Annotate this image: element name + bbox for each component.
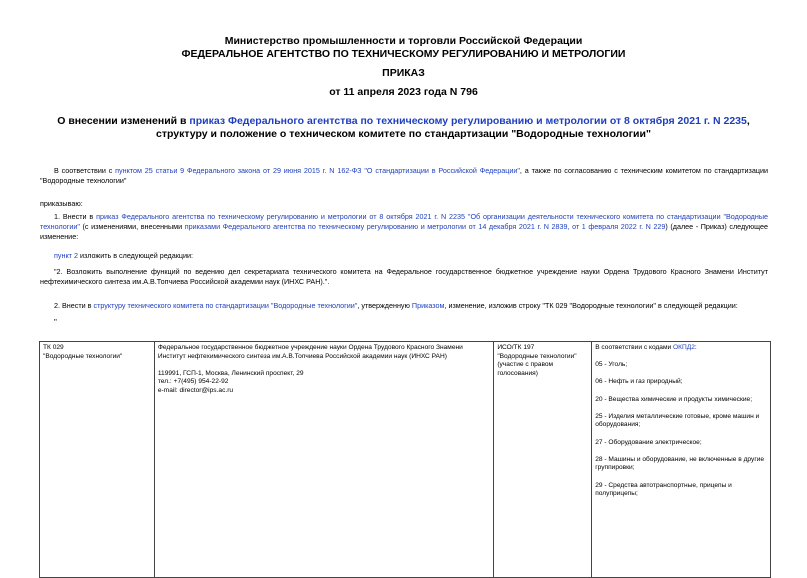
iso-participation: (участие с правом голосования): [497, 361, 554, 377]
paragraph-secretariat: "2. Возложить выполнение функций по ведению дел секретариата технического комитета на Федеральное государственное бюджетное учреждение науки Ордена Трудового Красного Знамени Институт нефтехимического синтеза им.А.В.Топчиева Российской академии наук (ИНХС РАН).".: [40, 267, 768, 286]
text: ) (далее - Приказ) следующее изменение:: [40, 222, 768, 241]
secretariat-phone: тел.: +7(495) 954-22-92: [157, 378, 229, 386]
list-item: 28 - Машины и оборудование, не включенные в другие группировки;: [595, 455, 765, 472]
paragraph-item-2: [54, 301, 768, 311]
ministry-name: Министерство промышленности и торговли Российской Федерации: [224, 35, 583, 47]
committee-structure-link[interactable]: структуру технического комитета по стандартизации "Водородные технологии": [93, 301, 358, 310]
list-item: 05 - Уголь;: [595, 361, 628, 369]
list-item: 27 - Оборудование электрическое;: [595, 438, 702, 446]
paragraph-order: приказываю:: [40, 199, 83, 208]
text: 2. Внести в: [54, 301, 94, 310]
federal-law-link[interactable]: пунктом 25 статьи 9 Федерального закона от 29 июня 2015 г. N 162-ФЗ "О стандартизации в Российской Федерации": [115, 166, 520, 175]
list-item: 06 - Нефть и газ природный;: [595, 378, 683, 386]
okpd2-link[interactable]: ОКПД2: [673, 344, 695, 351]
text: , утвержденную: [357, 301, 412, 310]
text: 1. Внести в: [54, 212, 97, 221]
list-item: 20 - Вещества химические и продукты химические;: [595, 395, 753, 403]
document-type: ПРИКАЗ: [382, 67, 425, 79]
committee-code: ТК 029: [43, 344, 64, 351]
paragraph-point-2: [54, 251, 768, 261]
list-item: 29 - Средства автотранспортные, прицепы и полуприцепы;: [595, 481, 732, 498]
text: (с изменениями, внесенными: [79, 222, 185, 231]
title-suffix: , структуру и положение о техническом комитете по стандартизации "Водородные технологии": [156, 115, 750, 140]
list-item: 25 - Изделия металлические готовые, кроме машин и оборудования;: [595, 412, 760, 429]
text: :: [694, 344, 697, 351]
committee-code-cell: [40, 342, 155, 578]
committee-name: "Водородные технологии": [43, 352, 123, 360]
secretariat-email: e-mail: director@ips.ac.ru: [157, 386, 234, 394]
document-date-number: от 11 апреля 2023 года N 796: [329, 86, 478, 98]
okpd-intro: [595, 344, 767, 353]
iso-committee-cell: [494, 342, 592, 578]
title-order-link[interactable]: приказ Федерального агентства по техническому регулированию и метрологии от 8 октября 2021 г. N 2235: [189, 115, 747, 127]
table-row: [40, 342, 771, 578]
iso-committee-name: "Водородные технологии": [497, 352, 577, 360]
order-2235-link[interactable]: приказ Федерального агентства по техническому регулированию и метрологии от 8 октября 2021 г. N 2235 "Об организации деятельности технического комитета по стандартизации "Водородные технологии": [40, 212, 768, 231]
paragraph-basis: [40, 166, 768, 186]
document-title: [50, 115, 757, 141]
paragraph-item-1: [40, 212, 768, 242]
text: , изменение, изложив строку "ТК 029 "Водородные технологии" в следующей редакции:: [444, 301, 738, 310]
committee-table: [39, 341, 771, 578]
quote-mark: ": [54, 318, 57, 327]
amending-orders-link[interactable]: приказами Федерального агентства по техническому регулированию и метрологии от 14 декабря 2021 г. N 2839, от 1 февраля 2022 г. N 229: [184, 222, 666, 231]
okpd-codes-cell: [592, 342, 771, 578]
text: В соответствии с: [54, 166, 116, 175]
point-2-link[interactable]: пункт 2: [54, 251, 78, 260]
text: В соответствии с кодами: [595, 344, 674, 351]
secretariat-organization: Федеральное государственное бюджетное учреждение науки Ордена Трудового Красного Знамени Институт нефтехимического синтеза им.А.В.Топчиева Российской академии наук (ИНХС РАН): [157, 344, 463, 360]
order-link[interactable]: Приказом: [411, 301, 445, 310]
iso-committee-code: ИСО/ТК 197: [497, 344, 535, 351]
secretariat-cell: [154, 342, 493, 578]
agency-name: ФЕДЕРАЛЬНОЕ АГЕНТСТВО ПО ТЕХНИЧЕСКОМУ РЕГУЛИРОВАНИЮ И МЕТРОЛОГИИ: [181, 48, 626, 60]
secretariat-address: 119991, ГСП-1, Москва, Ленинский проспект, 29: [157, 369, 304, 377]
text: , а также по согласованию с техническим комитетом по стандартизации "Водородные технологии": [40, 166, 768, 185]
text: изложить в следующей редакции:: [77, 251, 194, 260]
title-prefix: О внесении изменений в: [57, 115, 190, 127]
